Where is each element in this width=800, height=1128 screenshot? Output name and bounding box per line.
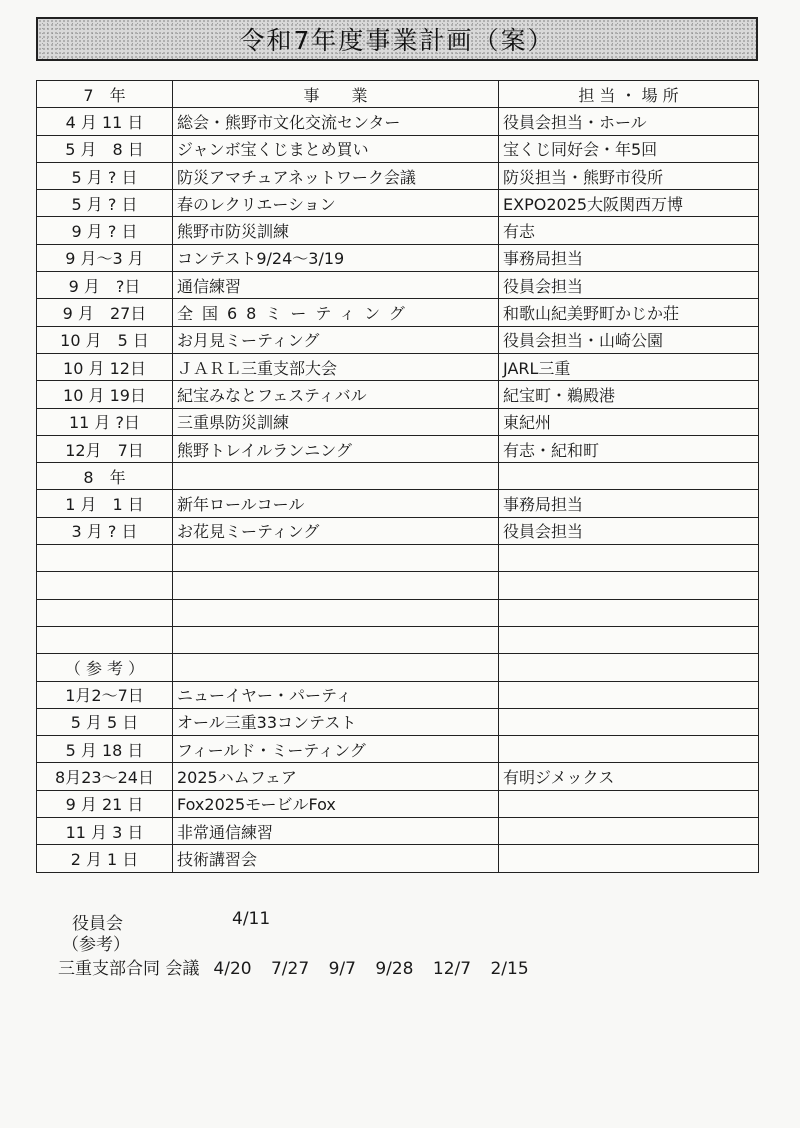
table-row xyxy=(37,272,759,299)
row-place xyxy=(499,708,759,735)
table-row xyxy=(37,463,759,490)
row-event: フィールド・ミーティング xyxy=(173,736,499,763)
table-row xyxy=(37,818,759,845)
table-row xyxy=(37,108,759,135)
row-event: 2025ハムフェア xyxy=(173,763,499,790)
table-row xyxy=(37,435,759,462)
row-date: 10 月 19日 xyxy=(37,381,173,408)
table-row xyxy=(37,736,759,763)
row-place xyxy=(499,545,759,572)
officers-label: 役員会 xyxy=(72,914,123,934)
schedule-table xyxy=(36,80,759,873)
row-date: 9 月 ?日 xyxy=(37,272,173,299)
row-place xyxy=(499,572,759,599)
row-date xyxy=(37,626,173,653)
row-event: 全国68ミーティング xyxy=(173,299,499,326)
row-place: 有明ジメックス xyxy=(499,763,759,790)
row-event: 技術講習会 xyxy=(173,845,499,872)
row-place: 事務局担当 xyxy=(499,490,759,517)
table-row xyxy=(37,353,759,380)
row-place: 紀宝町・鵜殿港 xyxy=(499,381,759,408)
reference-label: （参考） xyxy=(62,935,130,955)
header-place: 担 当 ・ 場 所 xyxy=(499,81,759,108)
row-event: 春のレクリエーション xyxy=(173,190,499,217)
title-banner xyxy=(36,17,758,61)
table-row xyxy=(37,217,759,244)
table-row xyxy=(37,490,759,517)
row-place xyxy=(499,463,759,490)
row-place xyxy=(499,599,759,626)
row-place xyxy=(499,654,759,681)
row-place: 事務局担当 xyxy=(499,244,759,271)
table-row xyxy=(37,517,759,544)
table-row xyxy=(37,572,759,599)
row-date: 9 月 ? 日 xyxy=(37,217,173,244)
row-event: Fox2025モービルFox xyxy=(173,790,499,817)
row-event: オール三重33コンテスト xyxy=(173,708,499,735)
row-event: お花見ミーティング xyxy=(173,517,499,544)
row-date: 5 月 8 日 xyxy=(37,135,173,162)
row-place: 宝くじ同好会・年5回 xyxy=(499,135,759,162)
row-date: 10 月 12日 xyxy=(37,353,173,380)
table-row xyxy=(37,626,759,653)
row-date: 11 月 3 日 xyxy=(37,818,173,845)
row-date: 1 月 1 日 xyxy=(37,490,173,517)
row-place: 役員会担当 xyxy=(499,517,759,544)
row-place xyxy=(499,736,759,763)
row-date: 1月2～7日 xyxy=(37,681,173,708)
table-row xyxy=(37,381,759,408)
table-row xyxy=(37,845,759,872)
page-title: 令和7年度事業計画（案） xyxy=(239,26,555,55)
table-row xyxy=(37,190,759,217)
row-place: 和歌山紀美野町かじか荘 xyxy=(499,299,759,326)
row-event: 通信練習 xyxy=(173,272,499,299)
row-date: 4 月 11 日 xyxy=(37,108,173,135)
row-place xyxy=(499,790,759,817)
row-place: 役員会担当・山崎公園 xyxy=(499,326,759,353)
row-event: コンテスト9/24～3/19 xyxy=(173,244,499,271)
table-header-row xyxy=(37,81,759,108)
joint-meeting-label: 三重支部合同 会議 xyxy=(58,959,200,979)
row-event xyxy=(173,654,499,681)
row-date: 9 月 21 日 xyxy=(37,790,173,817)
row-place xyxy=(499,845,759,872)
joint-meeting-dates: 4/20 7/27 9/7 9/28 12/7 2/15 xyxy=(213,959,529,979)
row-date: 11 月 ?日 xyxy=(37,408,173,435)
row-place: 防災担当・熊野市役所 xyxy=(499,162,759,189)
row-date xyxy=(37,545,173,572)
row-date: 5 月 18 日 xyxy=(37,736,173,763)
row-place xyxy=(499,681,759,708)
row-event xyxy=(173,545,499,572)
row-event: 総会・熊野市文化交流センター xyxy=(173,108,499,135)
table-row xyxy=(37,763,759,790)
table-row xyxy=(37,790,759,817)
row-date: 9 月～3 月 xyxy=(37,244,173,271)
table-row xyxy=(37,408,759,435)
row-event: ニューイヤー・パーティ xyxy=(173,681,499,708)
row-place: EXPO2025大阪関西万博 xyxy=(499,190,759,217)
row-place xyxy=(499,818,759,845)
row-place: 東紀州 xyxy=(499,408,759,435)
row-date: 9 月 27日 xyxy=(37,299,173,326)
row-event: 熊野市防災訓練 xyxy=(173,217,499,244)
row-date: 2 月 1 日 xyxy=(37,845,173,872)
row-date: 8 年 xyxy=(37,463,173,490)
header-event: 事 業 xyxy=(173,81,499,108)
joint-meeting-line xyxy=(58,954,529,979)
row-event: ジャンボ宝くじまとめ買い xyxy=(173,135,499,162)
row-date xyxy=(37,572,173,599)
row-event xyxy=(173,599,499,626)
row-event: ＪＡＲＬ三重支部大会 xyxy=(173,353,499,380)
table-row xyxy=(37,326,759,353)
row-date: 10 月 5 日 xyxy=(37,326,173,353)
table-row xyxy=(37,244,759,271)
row-place: 役員会担当・ホール xyxy=(499,108,759,135)
row-date: 5 月 ? 日 xyxy=(37,190,173,217)
table-row xyxy=(37,599,759,626)
row-date: 12月 7日 xyxy=(37,435,173,462)
row-event xyxy=(173,572,499,599)
row-date: 8月23～24日 xyxy=(37,763,173,790)
row-date: 5 月 ? 日 xyxy=(37,162,173,189)
row-date: 5 月 5 日 xyxy=(37,708,173,735)
row-date: （ 参 考 ） xyxy=(37,654,173,681)
table-row xyxy=(37,654,759,681)
row-event: 非常通信練習 xyxy=(173,818,499,845)
table-row xyxy=(37,681,759,708)
row-place: JARL三重 xyxy=(499,353,759,380)
schedule-body xyxy=(37,108,759,872)
row-event: お月見ミーティング xyxy=(173,326,499,353)
row-event: 新年ロールコール xyxy=(173,490,499,517)
table-row xyxy=(37,708,759,735)
row-event xyxy=(173,626,499,653)
officers-date: 4/11 xyxy=(232,909,271,929)
header-date: 7 年 xyxy=(37,81,173,108)
row-date: 3 月 ? 日 xyxy=(37,517,173,544)
row-place: 有志・紀和町 xyxy=(499,435,759,462)
row-place xyxy=(499,626,759,653)
row-event: 防災アマチュアネットワーク会議 xyxy=(173,162,499,189)
table-row xyxy=(37,162,759,189)
row-date xyxy=(37,599,173,626)
row-place: 有志 xyxy=(499,217,759,244)
table-row xyxy=(37,299,759,326)
table-row xyxy=(37,135,759,162)
row-event: 紀宝みなとフェスティバル xyxy=(173,381,499,408)
table-row xyxy=(37,545,759,572)
row-event xyxy=(173,463,499,490)
row-event: 熊野トレイルランニング xyxy=(173,435,499,462)
row-place: 役員会担当 xyxy=(499,272,759,299)
row-event: 三重県防災訓練 xyxy=(173,408,499,435)
